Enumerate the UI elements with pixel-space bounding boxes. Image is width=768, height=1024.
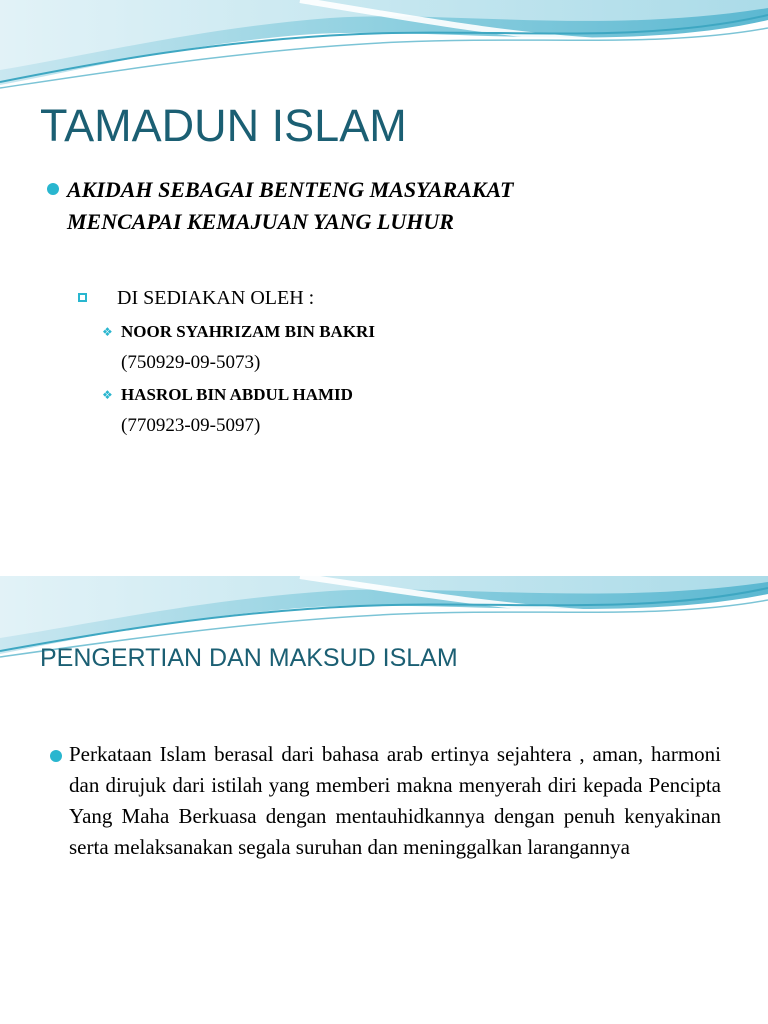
square-bullet-icon (78, 293, 87, 302)
slide-title: PENGERTIAN DAN MAKSUD ISLAM (40, 644, 458, 672)
slide-title: TAMADUN ISLAM (40, 100, 407, 151)
wave-header-graphic (0, 0, 768, 100)
bullet-dot-icon (47, 183, 59, 195)
subtitle-line: AKIDAH SEBAGAI BENTENG MASYARAKAT (67, 177, 514, 202)
bullet-dot-icon (50, 750, 62, 762)
diamond-bullet-icon: ❖ (102, 325, 113, 339)
prepared-by-label: DI SEDIAKAN OLEH : (117, 287, 315, 309)
author-id: (750929-09-5073) (121, 352, 261, 373)
slide-2 (0, 576, 768, 1024)
diamond-bullet-icon: ❖ (102, 388, 113, 402)
author-name: HASROL BIN ABDUL HAMID (121, 385, 353, 404)
slide-subtitle (67, 174, 513, 238)
author-name: NOOR SYAHRIZAM BIN BAKRI (121, 322, 375, 341)
author-id: (770923-09-5097) (121, 415, 261, 436)
subtitle-line: MENCAPAI KEMAJUAN YANG LUHUR (67, 209, 454, 234)
definition-paragraph: Perkataan Islam berasal dari bahasa arab ertinya sejahtera , aman, harmoni dan dirujuk dari istilah yang memberi makna menyerah diri kepada Pencipta Yang Maha Berkuasa dengan mentauhidkannya dengan penuh kenyakinan serta melaksanakan segala suruhan dan meninggalkan larangannya (69, 742, 721, 859)
